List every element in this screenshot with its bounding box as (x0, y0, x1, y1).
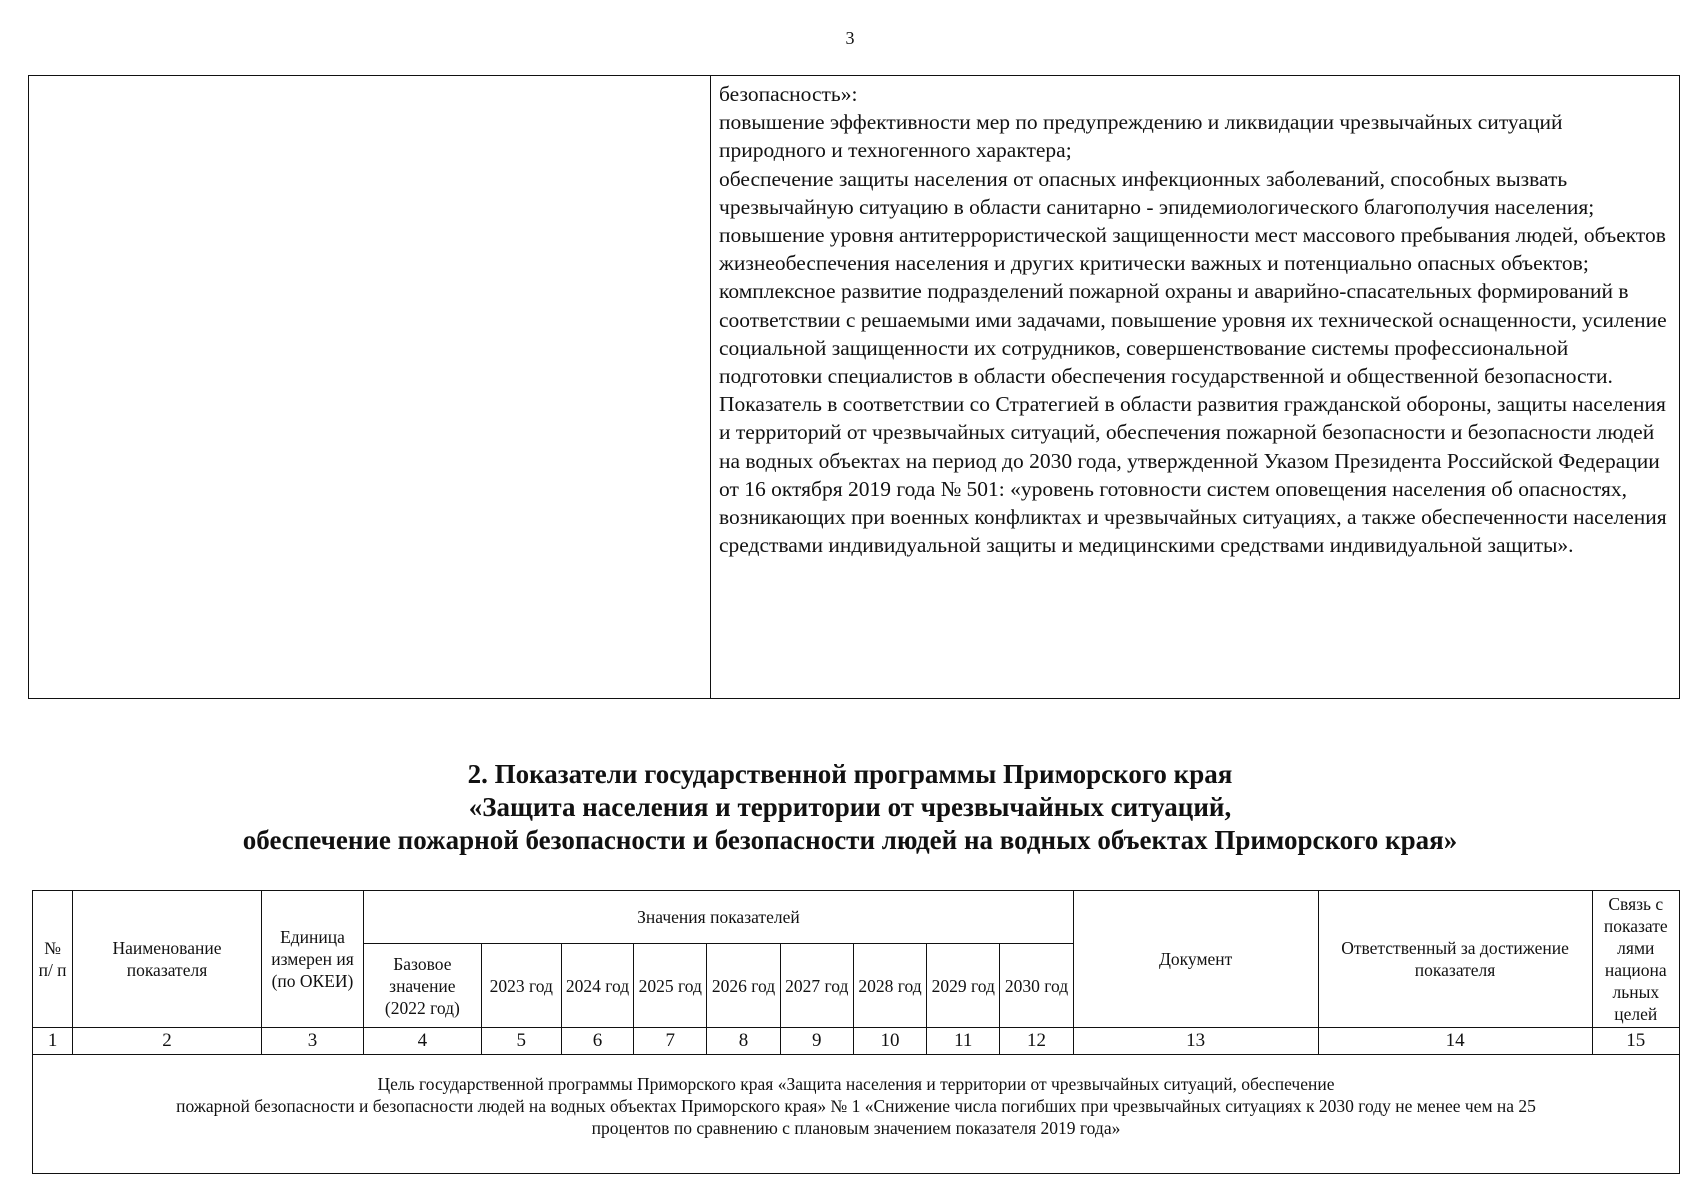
header-year: 2029 год (927, 944, 1000, 1028)
header-year: 2027 год (780, 944, 853, 1028)
paragraph: повышение уровня антитеррористической защищенности мест массового пребывания людей, объектов жизнеобеспечения населения и других критически важных и потенциально опасных объектов; (719, 223, 1666, 276)
column-divider (710, 76, 711, 698)
continuation-table (28, 75, 1680, 699)
paragraph: обеспечение защиты населения от опасных инфекционных заболеваний, способных вызвать чрезвычайную ситуацию в области санитарно - эпидемиологического благополучия населения; (719, 166, 1595, 219)
column-number: 2 (73, 1028, 262, 1055)
header-num: № п/ п (33, 891, 73, 1028)
column-number: 13 (1073, 1028, 1318, 1055)
column-number: 9 (780, 1028, 853, 1055)
column-number-row (33, 1028, 1680, 1055)
column-number: 1 (33, 1028, 73, 1055)
goal-row (33, 1055, 1680, 1174)
header-year: 2023 год (481, 944, 561, 1028)
goal-text-line: пожарной безопасности и безопасности людей на водных объектах Приморского края» № 1 «Снижение числа погибших при чрезвычайных ситуациях к 2030 году не менее чем на 25 (176, 1096, 1536, 1116)
goal-text-line: процентов по сравнению с плановым значением показателя 2019 года» (591, 1118, 1121, 1138)
column-number: 6 (561, 1028, 633, 1055)
page-number: 3 (845, 28, 855, 48)
header-year: 2024 год (561, 944, 633, 1028)
header-values-group: Значения показателей (364, 891, 1074, 944)
paragraph: Показатель в соответствии со Стратегией в области развития гражданской обороны, защиты населения и территорий от чрезвычайных ситуаций, обеспечения пожарной безопасности и безопасности людей на водных объектах на период до 2030 года, утвержденной Указом Президента Российской Федерации от 16 октября 2019 года № 501: «уровень готовности систем оповещения населения об опасностях, возникающих при военных конфликтах и чрезвычайных ситуациях, а также обеспеченности населения средствами индивидуальной защиты и медицинскими средствами индивидуальной защиты». (719, 392, 1667, 558)
paragraph: безопасность»: (719, 82, 858, 106)
paragraph: повышение эффективности мер по предупреждению и ликвидации чрезвычайных ситуаций природного и техногенного характера; (719, 110, 1563, 163)
continuation-text (719, 80, 1669, 559)
column-number: 8 (707, 1028, 780, 1055)
column-number: 3 (261, 1028, 363, 1055)
header-unit: Единица измерен ия (по ОКЕИ) (261, 891, 363, 1028)
section-title-line: обеспечение пожарной безопасности и безопасности людей на водных объектах Приморского края» (242, 825, 1458, 855)
header-name: Наименование показателя (73, 891, 262, 1028)
section-title-line: 2. Показатели государственной программы Приморского края (467, 759, 1233, 789)
indicators-table (32, 890, 1680, 1174)
column-number: 4 (364, 1028, 481, 1055)
header-responsible: Ответственный за достижение показателя (1318, 891, 1592, 1028)
goal-cell (33, 1055, 1680, 1174)
column-number: 10 (853, 1028, 926, 1055)
column-number: 14 (1318, 1028, 1592, 1055)
header-document: Документ (1073, 891, 1318, 1028)
header-year: 2028 год (853, 944, 926, 1028)
section-title (0, 758, 1700, 857)
header-link: Связь с показате лями национа льных целей (1592, 891, 1679, 1028)
paragraph: комплексное развитие подразделений пожарной охраны и аварийно-спасательных формирований в соответствии с решаемыми ими задачами, повышение уровня их технической оснащенности, усиление социальной защищенности их сотрудников, совершенствование системы профессиональной подготовки специалистов в области обеспечения государственной и общественной безопасности. (719, 279, 1667, 389)
header-year: 2026 год (707, 944, 780, 1028)
column-number: 15 (1592, 1028, 1679, 1055)
goal-text-line: Цель государственной программы Приморского края «Защита населения и территории от чрезвычайных ситуаций, обеспечение (377, 1074, 1335, 1094)
column-number: 5 (481, 1028, 561, 1055)
section-title-line: «Защита населения и территории от чрезвычайных ситуаций, (468, 792, 1232, 822)
header-year: 2025 год (634, 944, 707, 1028)
column-number: 12 (1000, 1028, 1073, 1055)
column-number: 11 (927, 1028, 1000, 1055)
header-year: 2030 год (1000, 944, 1073, 1028)
header-base: Базовое значение (2022 год) (364, 944, 481, 1028)
column-number: 7 (634, 1028, 707, 1055)
